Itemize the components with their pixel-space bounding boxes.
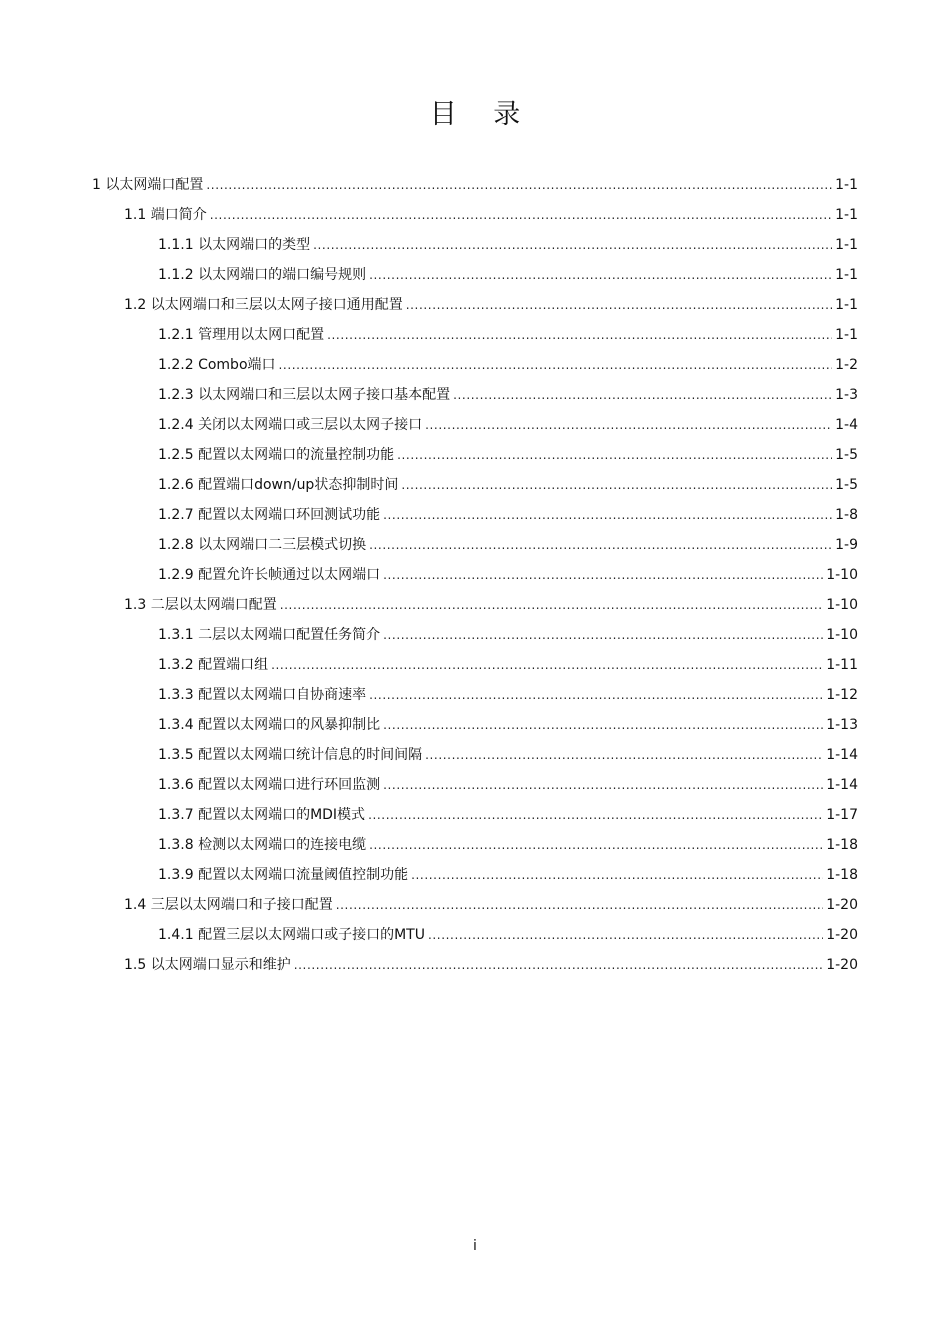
toc-leader-dots [369,260,832,290]
toc-entry-title: 1.3.2 配置端口组 [158,657,269,673]
toc-entry-page: 1-10 [826,597,858,613]
toc-entry[interactable] [158,230,858,260]
toc-leader-dots [279,350,833,380]
toc-entry-page: 1-9 [835,537,858,553]
toc-entry-page: 1-14 [826,777,858,793]
toc-entry-title: 1.2.2 Combo端口 [158,357,276,373]
toc-leader-dots [383,560,823,590]
toc-leader-dots [369,530,832,560]
toc-entry-page: 1-17 [826,807,858,823]
toc-entry[interactable] [158,410,858,440]
toc-leader-dots [383,500,832,530]
toc-leader-dots [369,830,823,860]
toc-entry[interactable] [158,740,858,770]
toc-entry[interactable] [158,830,858,860]
toc-entry[interactable] [158,770,858,800]
toc-entry[interactable] [158,800,858,830]
toc-entry[interactable] [158,350,858,380]
toc-entry-page: 1-1 [835,297,858,313]
toc-entry-title: 1.3.6 配置以太网端口进行环回监测 [158,777,381,793]
toc-entry[interactable] [158,470,858,500]
toc-entry-title: 1.2.3 以太网端口和三层以太网子接口基本配置 [158,387,451,403]
toc-entry-title: 1.2.8 以太网端口二三层模式切换 [158,537,367,553]
toc-entry-title: 1.3.5 配置以太网端口统计信息的时间间隔 [158,747,423,763]
toc-entry-page: 1-18 [826,867,858,883]
toc-entry-page: 1-11 [826,657,858,673]
page-title: 目 录 [429,99,535,130]
toc-leader-dots [327,320,832,350]
toc-entry[interactable] [92,170,858,200]
toc-entry[interactable] [124,290,858,320]
toc-entry-page: 1-20 [826,957,858,973]
toc-entry-title: 1.2.6 配置端口down/up状态抑制时间 [158,477,399,493]
toc-entry-page: 1-10 [826,567,858,583]
toc-entry[interactable] [158,620,858,650]
toc-entry-page: 1-12 [826,687,858,703]
toc-entry-page: 1-2 [835,357,858,373]
toc-entry[interactable] [158,530,858,560]
toc-entry-title: 1.2.1 管理用以太网口配置 [158,327,325,343]
toc-entry-title: 1 以太网端口配置 [92,177,204,193]
toc-entry-page: 1-1 [835,327,858,343]
toc-entry[interactable] [158,260,858,290]
toc-entry[interactable] [124,200,858,230]
toc-entry[interactable] [158,920,858,950]
toc-leader-dots [425,410,832,440]
toc-entry[interactable] [158,860,858,890]
toc-entry-page: 1-8 [835,507,858,523]
toc-leader-dots [401,470,832,500]
toc-entry-page: 1-5 [835,477,858,493]
toc-leader-dots [428,920,823,950]
toc-entry-page: 1-4 [835,417,858,433]
toc-entry-page: 1-1 [835,207,858,223]
toc-leader-dots [406,290,832,320]
toc-leader-dots [313,230,832,260]
toc-entry-page: 1-1 [835,267,858,283]
toc-leader-dots [280,590,824,620]
toc-entry-title: 1.2.9 配置允许长帧通过以太网端口 [158,567,381,583]
toc-leader-dots [383,770,823,800]
toc-entry-title: 1.3.7 配置以太网端口的MDI模式 [158,807,366,823]
toc-entry-title: 1.3.9 配置以太网端口流量阈值控制功能 [158,867,409,883]
toc-entry[interactable] [158,500,858,530]
toc-entry-page: 1-20 [826,927,858,943]
toc-entry[interactable] [158,560,858,590]
toc-entry[interactable] [158,680,858,710]
toc-entry-title: 1.3.1 二层以太网端口配置任务简介 [158,627,381,643]
toc-leader-dots [425,740,823,770]
toc-entry[interactable] [124,590,858,620]
toc-entry-title: 1.2.4 关闭以太网端口或三层以太网子接口 [158,417,423,433]
toc-entry-title: 1.3.4 配置以太网端口的风暴抑制比 [158,717,381,733]
toc-leader-dots [453,380,832,410]
toc-entry-page: 1-14 [826,747,858,763]
toc-entry-page: 1-1 [835,177,858,193]
toc-entry-title: 1.3.8 检测以太网端口的连接电缆 [158,837,367,853]
toc-entry-page: 1-1 [835,237,858,253]
toc-leader-dots [383,710,823,740]
toc-entry[interactable] [158,650,858,680]
toc-entry-page: 1-3 [835,387,858,403]
toc-leader-dots [368,800,823,830]
page-number: i [473,1238,477,1254]
toc-entry-title: 1.3 二层以太网端口配置 [124,597,277,613]
toc-entry[interactable] [158,440,858,470]
toc-entry[interactable] [158,380,858,410]
toc-leader-dots [383,620,823,650]
toc-leader-dots [206,170,832,200]
toc-entry-title: 1.2.5 配置以太网端口的流量控制功能 [158,447,395,463]
toc-entry-title: 1.4.1 配置三层以太网端口或子接口的MTU [158,927,425,943]
toc-entry-page: 1-13 [826,717,858,733]
toc-entry-title: 1.1.1 以太网端口的类型 [158,237,311,253]
toc-leader-dots [271,650,823,680]
toc-entry-title: 1.1.2 以太网端口的端口编号规则 [158,267,367,283]
toc-entry[interactable] [158,320,858,350]
toc-entry-page: 1-20 [826,897,858,913]
toc-entry-title: 1.2.7 配置以太网端口环回测试功能 [158,507,381,523]
toc-entry-title: 1.3.3 配置以太网端口自协商速率 [158,687,367,703]
toc-entry-page: 1-5 [835,447,858,463]
toc-entry-title: 1.2 以太网端口和三层以太网子接口通用配置 [124,297,403,313]
toc-leader-dots [336,890,824,920]
toc-leader-dots [294,950,824,980]
toc-leader-dots [397,440,832,470]
toc-leader-dots [210,200,832,230]
toc-entry[interactable] [158,710,858,740]
toc-entry-page: 1-10 [826,627,858,643]
toc-entry[interactable] [124,950,858,980]
toc-entry-title: 1.1 端口简介 [124,207,207,223]
toc-entry-page: 1-18 [826,837,858,853]
toc-leader-dots [411,860,823,890]
toc-entry-title: 1.5 以太网端口显示和维护 [124,957,291,973]
toc-entry-title: 1.4 三层以太网端口和子接口配置 [124,897,333,913]
toc-leader-dots [369,680,823,710]
toc-entry[interactable] [124,890,858,920]
